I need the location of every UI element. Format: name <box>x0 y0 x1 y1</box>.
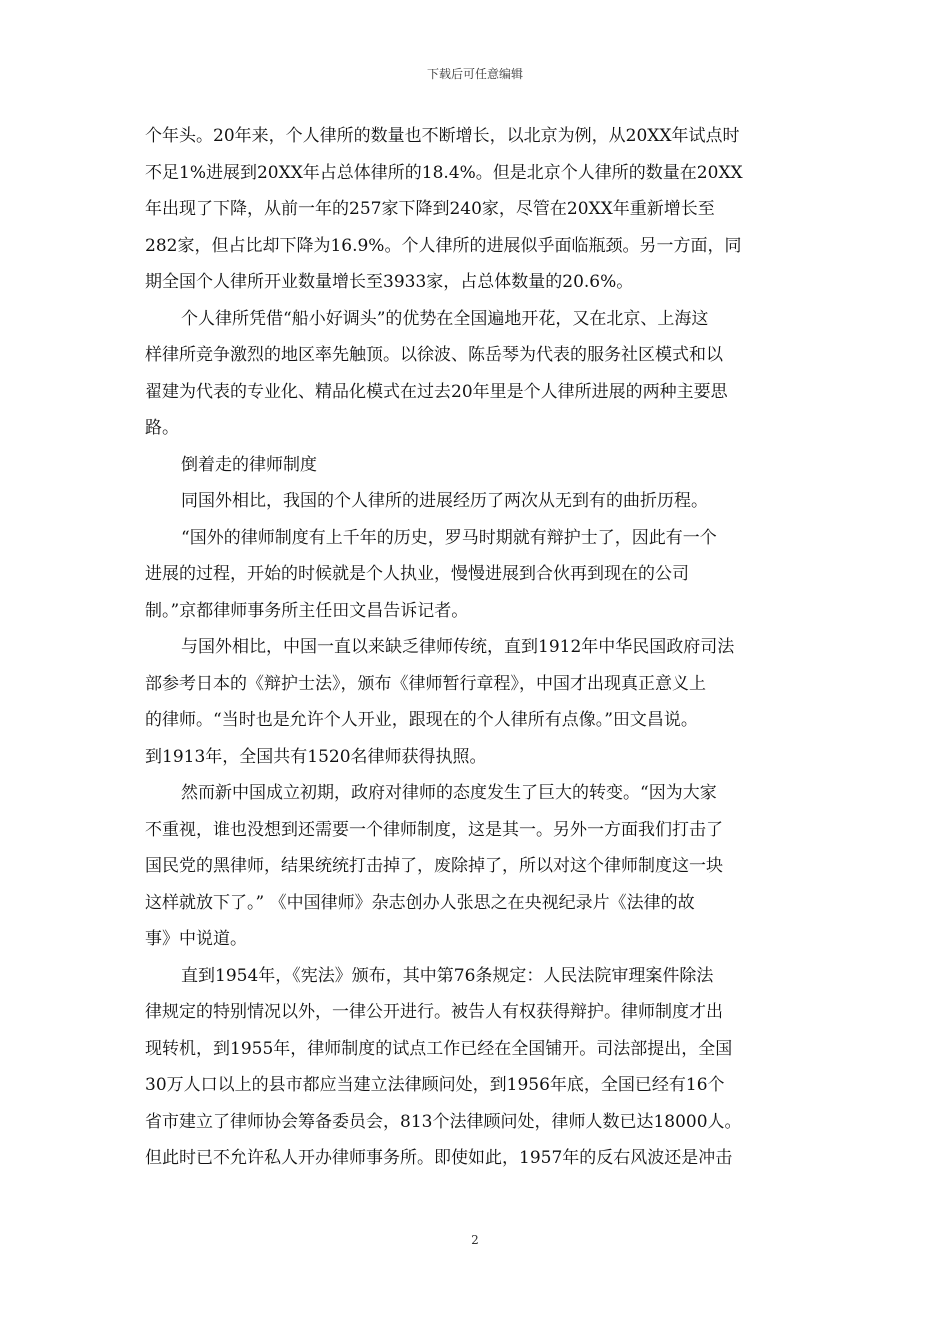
text-line: 进展的过程，开始的时候就是个人执业，慢慢进展到合伙再到现在的公司 <box>145 564 689 584</box>
text-line: 翟建为代表的专业化、精品化模式在过去20年里是个人律所进展的两种主要思 <box>145 381 728 402</box>
text-line: 的律师。“当时也是允许个人开业，跟现在的个人律所有点像。”田文昌说。 <box>145 710 698 730</box>
text-line: 282家，但占比却下降为16.9%。个人律所的进展似乎面临瓶颈。另一方面，同 <box>145 235 742 256</box>
text-line: 与国外相比，中国一直以来缺乏律师传统，直到1912年中华民国政府司法 <box>181 637 735 657</box>
document-body <box>145 118 805 1177</box>
text-line: 期全国个人律所开业数量增长至3933家，占总体数量的20.6%。 <box>145 272 634 292</box>
text-line: “国外的律师制度有上千年的历史，罗马时期就有辩护士了，因此有一个 <box>181 527 717 548</box>
text-line: 这样就放下了。” 《中国律师》杂志创办人张思之在央视纪录片《法律的故 <box>145 892 695 913</box>
text-line: 到1913年，全国共有1520名律师获得执照。 <box>145 746 487 767</box>
text-line: 国民党的黑律师，结果统统打击掉了，废除掉了，所以对这个律师制度这一块 <box>145 856 723 876</box>
text-line: 现转机，到1955年，律师制度的试点工作已经在全国铺开。司法部提出，全国 <box>145 1038 733 1059</box>
text-line: 部参考日本的《辩护士法》，颁布《律师暂行章程》，中国才出现真正意义上 <box>145 673 706 694</box>
text-line: 不重视，谁也没想到还需要一个律师制度，这是其一。另外一方面我们打击了 <box>145 819 723 840</box>
text-line: 制。”京都律师事务所主任田文昌告诉记者。 <box>145 600 469 621</box>
page-header: 下载后可任意编辑 <box>426 67 523 81</box>
page-number: 2 <box>471 1233 479 1247</box>
text-line: 年出现了下降，从前一年的257家下降到240家，尽管在20XX年重新增长至 <box>145 199 715 219</box>
text-line: 个人律所凭借“船小好调头”的优势在全国遍地开花，又在北京、上海这 <box>181 308 709 329</box>
text-line: 直到1954年，《宪法》颁布，其中第76条规定：人民法院审理案件除法 <box>181 965 714 986</box>
text-line: 30万人口以上的县市都应当建立法律顾问处，到1956年底，全国已经有16个 <box>145 1075 725 1095</box>
text-line: 省市建立了律师协会筹备委员会，813个法律顾问处，律师人数已达18000人。 <box>145 1111 742 1132</box>
text-line: 路。 <box>145 418 179 438</box>
text-line: 但此时已不允许私人开办律师事务所。即使如此，1957年的反右风波还是冲击 <box>145 1148 733 1168</box>
text-line: 然而新中国成立初期，政府对律师的态度发生了巨大的转变。“因为大家 <box>181 783 717 803</box>
text-line: 律规定的特别情况以外，一律公开进行。被告人有权获得辩护。律师制度才出 <box>145 1002 723 1022</box>
text-line: 事》中说道。 <box>145 929 247 949</box>
text-line: 倒着走的律师制度 <box>181 454 317 475</box>
text-line: 个年头。20年来，个人律所的数量也不断增长，以北京为例，从20XX年试点时 <box>145 126 740 146</box>
text-line: 样律所竞争激烈的地区率先触顶。以徐波、陈岳琴为代表的服务社区模式和以 <box>145 345 723 365</box>
text-line: 同国外相比，我国的个人律所的进展经历了两次从无到有的曲折历程。 <box>181 491 708 511</box>
text-line: 不足1%进展到20XX年占总体律所的18.4%。但是北京个人律所的数量在20XX <box>145 162 743 183</box>
